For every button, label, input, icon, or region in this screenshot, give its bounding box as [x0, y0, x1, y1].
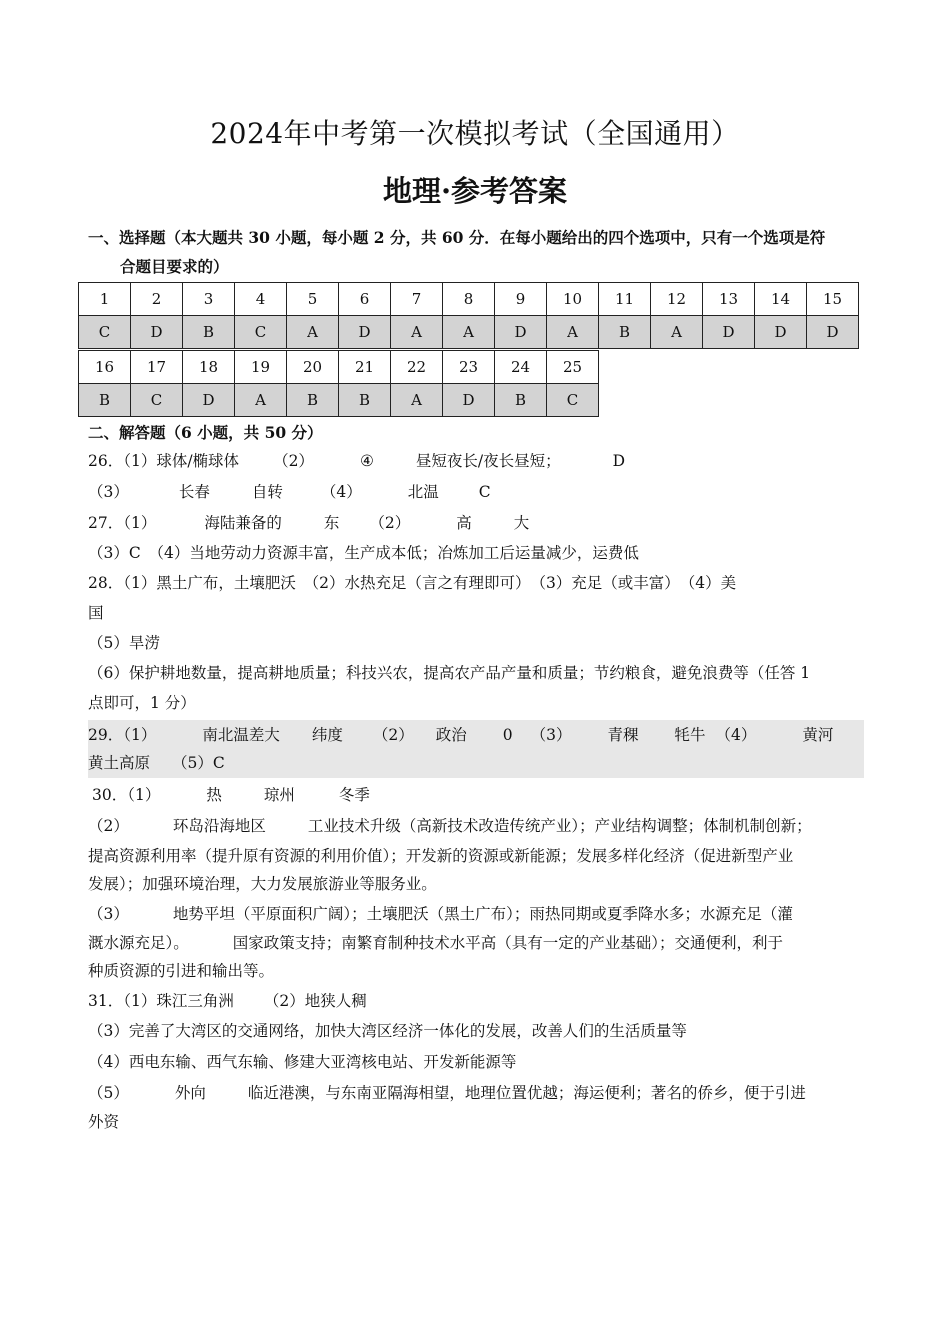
- answer-text: 31．（1）珠江三角洲: [88, 992, 234, 1010]
- question-number-cell: 10: [547, 283, 599, 316]
- answer-text: 黄河: [802, 726, 834, 744]
- answer-line: 发展）；加强环境治理，大力发展旅游业等服务业。: [88, 875, 437, 893]
- answer-text: 琼州: [263, 786, 295, 804]
- answer-cell: B: [339, 384, 391, 417]
- question-number-cell: 17: [131, 351, 183, 384]
- answer-line: [88, 477, 868, 507]
- answer-text: 29．（1）: [88, 726, 157, 744]
- answer-line: [88, 986, 868, 1016]
- answer-cell: C: [547, 384, 599, 417]
- question-number-cell: 2: [131, 283, 183, 316]
- answer-text: （5）C: [172, 754, 225, 772]
- answer-text: 海陆兼备的: [204, 514, 282, 532]
- answer-text: 大: [513, 514, 530, 532]
- answer-text: 国家政策支持；南繁育制种技术水平高（具有一定的产业基础）；交通便利，利于: [232, 934, 784, 952]
- answer-cell: C: [235, 316, 287, 349]
- answer-cell: B: [599, 316, 651, 349]
- answer-line: 外资: [88, 1113, 120, 1131]
- question-number-row: [79, 351, 599, 384]
- answer-cell: B: [495, 384, 547, 417]
- answer-line: [88, 508, 868, 538]
- page-subtitle: 地理·参考答案: [382, 174, 568, 208]
- answer-line: （6）保护耕地数量，提高耕地质量；科技兴农，提高农产品产量和质量；节约粮食，避免浪费等（任答 1: [88, 664, 811, 682]
- answer-text: 溉水源充足）。: [88, 934, 189, 952]
- answer-line: （3）完善了大湾区的交通网络，加快大湾区经济一体化的发展，改善人们的生活质量等: [88, 1022, 687, 1040]
- answer-text: 牦牛: [674, 726, 706, 744]
- answer-text: 工业技术升级（高新技术改造传统产业）；产业结构调整；体制机制创新；: [307, 817, 812, 835]
- answer-text: 青稞: [607, 726, 639, 744]
- question-number-cell: 14: [755, 283, 807, 316]
- question-number-cell: 15: [807, 283, 859, 316]
- answer-cell: D: [703, 316, 755, 349]
- answer-table-2: [78, 350, 599, 417]
- answer-text: C: [478, 483, 491, 501]
- question-number-cell: 6: [339, 283, 391, 316]
- section1-heading-cont: 合题目要求的）: [120, 257, 229, 276]
- answer-line: [92, 780, 872, 810]
- answer-line: （5）旱涝: [88, 634, 160, 652]
- answer-text: （2）地狭人稠: [263, 992, 367, 1010]
- answer-text: 30．（1）: [92, 786, 161, 804]
- answer-cell: D: [807, 316, 859, 349]
- answer-text: 外向: [174, 1084, 206, 1102]
- answer-text: （3）: [88, 483, 129, 501]
- answer-line: 国: [88, 604, 104, 622]
- answer-cell: A: [391, 384, 443, 417]
- answer-text: （3）: [530, 726, 572, 744]
- question-number-cell: 18: [183, 351, 235, 384]
- question-number-cell: 5: [287, 283, 339, 316]
- answer-line: [88, 748, 864, 778]
- answer-cell: D: [495, 316, 547, 349]
- answer-line: [88, 720, 864, 750]
- answer-line: [88, 446, 868, 476]
- answer-text: ④: [359, 452, 374, 470]
- answer-cell: D: [131, 316, 183, 349]
- question-number-cell: 3: [183, 283, 235, 316]
- answer-cell: A: [287, 316, 339, 349]
- answer-line: （4）西电东输、西气东输、修建大亚湾核电站、开发新能源等: [88, 1053, 517, 1071]
- answer-text: （3）: [88, 905, 129, 923]
- question-number-cell: 1: [79, 283, 131, 316]
- answer-row: [79, 316, 859, 349]
- answer-cell: C: [131, 384, 183, 417]
- answer-text: （2）: [372, 726, 414, 744]
- section1-heading: 一、选择题（本大题共 30 小题，每小题 2 分，共 60 分．在每小题给出的四个选项中，只有一个选项是符: [88, 228, 826, 247]
- answer-cell: B: [79, 384, 131, 417]
- answer-text: （5）: [88, 1084, 129, 1102]
- question-number-cell: 23: [443, 351, 495, 384]
- answer-text: 热: [206, 786, 222, 804]
- page-title: 2024年中考第一次模拟考试（全国通用）: [210, 117, 740, 150]
- question-number-cell: 16: [79, 351, 131, 384]
- answer-line: （3）C （4）当地劳动力资源丰富，生产成本低；冶炼加工后运量减少，运费低: [88, 544, 639, 562]
- answer-text: 南北温差大: [202, 726, 280, 744]
- answer-cell: D: [183, 384, 235, 417]
- answer-line: 种质资源的引进和输出等。: [88, 962, 275, 980]
- answer-cell: A: [651, 316, 703, 349]
- answer-cell: A: [391, 316, 443, 349]
- question-number-cell: 22: [391, 351, 443, 384]
- question-number-row: [79, 283, 859, 316]
- question-number-cell: 21: [339, 351, 391, 384]
- answer-text: D: [612, 452, 626, 470]
- answer-cell: A: [443, 316, 495, 349]
- answer-line: [88, 899, 868, 929]
- answer-text: 昼短夜长/夜长昼短；: [415, 452, 561, 470]
- answer-cell: A: [547, 316, 599, 349]
- answer-text: 纬度: [311, 726, 343, 744]
- question-number-cell: 13: [703, 283, 755, 316]
- answer-cell: D: [443, 384, 495, 417]
- question-number-cell: 4: [235, 283, 287, 316]
- answer-cell: B: [183, 316, 235, 349]
- answer-table-1: [78, 282, 859, 349]
- question-number-cell: 24: [495, 351, 547, 384]
- answer-line: 点即可，1 分）: [88, 694, 196, 712]
- answer-text: 高: [456, 514, 472, 532]
- answer-text: 自转: [251, 483, 283, 501]
- question-number-cell: 7: [391, 283, 443, 316]
- answer-text: （4）: [320, 483, 362, 501]
- answer-text: 政治: [435, 726, 467, 744]
- answer-cell: B: [287, 384, 339, 417]
- question-number-cell: 12: [651, 283, 703, 316]
- question-number-cell: 20: [287, 351, 339, 384]
- answer-text: 26．（1）球体/椭球体: [88, 452, 240, 470]
- answer-text: （2）: [369, 514, 411, 532]
- answer-text: 冬季: [338, 786, 370, 804]
- answer-text: 环岛沿海地区: [172, 817, 266, 835]
- answer-text: 黄土高原: [88, 754, 151, 772]
- answer-text: 长春: [178, 483, 210, 501]
- answer-text: 地势平坦（平原面积广阔）；土壤肥沃（黑土广布）；雨热同期或夏季降水多；水源充足（灌: [172, 905, 793, 923]
- answer-text: 27．（1）: [88, 514, 157, 532]
- section2-heading: 二、解答题（6 小题，共 50 分）: [88, 423, 323, 442]
- answer-line: [88, 1078, 868, 1108]
- question-number-cell: 9: [495, 283, 547, 316]
- answer-cell: D: [339, 316, 391, 349]
- answer-text: （2）: [273, 452, 314, 470]
- answer-text: 北温: [407, 483, 439, 501]
- answer-line: 提高资源利用率（提升原有资源的利用价值）；开发新的资源或新能源；发展多样化经济（促进新型产业: [88, 847, 794, 865]
- question-number-cell: 11: [599, 283, 651, 316]
- answer-text: 临近港澳，与东南亚隔海相望，地理位置优越；海运便利；著名的侨乡，便于引进: [247, 1084, 806, 1102]
- answer-text: 东: [323, 514, 340, 532]
- question-number-cell: 25: [547, 351, 599, 384]
- answer-cell: A: [235, 384, 287, 417]
- answer-text: 0: [502, 726, 513, 744]
- answer-text: （4）: [715, 726, 757, 744]
- question-number-cell: 8: [443, 283, 495, 316]
- answer-cell: C: [79, 316, 131, 349]
- answer-line: [88, 811, 868, 841]
- answer-cell: D: [755, 316, 807, 349]
- answer-row: [79, 384, 599, 417]
- answer-text: （2）: [88, 817, 129, 835]
- answer-line: 28．（1）黑土广布，土壤肥沃 （2）水热充足（言之有理即可） （3）充足（或丰富） （4）美: [88, 574, 737, 592]
- question-number-cell: 19: [235, 351, 287, 384]
- answer-line: [88, 928, 868, 958]
